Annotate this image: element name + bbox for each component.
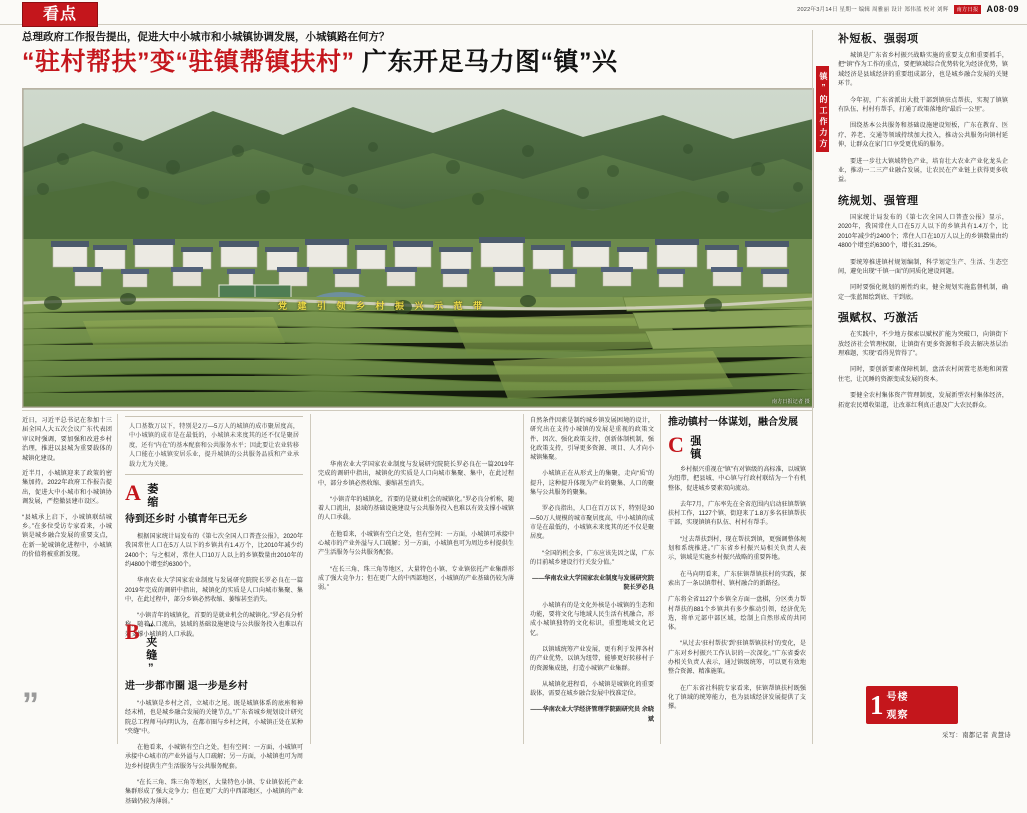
feature-3-paragraph-2: “从过去‘驻村帮扶’到‘驻镇帮镇扶村’的变化，是广东对乡村振兴工作认识的一次深化。”广东省委农办相关负责人表示，通过镇级统筹，可以更有效地整合资源、精准施策。: [668, 640, 806, 676]
masthead-meta-group: [797, 4, 1019, 14]
sidebar-2-paragraph-1: 国家统计局发布的《第七次全国人口普查公报》显示，2020年，我国常住人口在5万人以下的乡镇共有1.4万个，比2010年减少约2400个；常住人口在10万人以上的乡镇数量由约4800个增至约6300个，增长31.25%。: [838, 213, 1008, 250]
expert-2-paragraph-2: 以镇域统筹产业发展，更有利于发挥各村的产业优势，以镇为纽带，能够更好转移村子的资源集成链，打造小城镇产业集群。: [530, 645, 654, 672]
pull-quote-box: [125, 416, 303, 475]
section-b-heading: 进一步都市圈 退一步是乡村: [125, 681, 248, 692]
section-b-column: [125, 619, 303, 813]
sidebar-vertical-tag: 镇”的工作力方: [816, 66, 829, 152]
section-c-paragraph-1: 乡村振兴重视在“镇”有对镇级的高标准，以城镇为纽带，把县城、中心镇与行政村联结为一个有机整体，促进城乡要素双向流动。: [668, 466, 806, 492]
section-a-paragraph-1: 根据国家统计局发布的《第七次全国人口普查公报》，2020年我国常住人口在5万人以下的乡镇共有1.4万个，比2010年减少约2400个；与之相对，常住人口10万人以上的乡镇数量由2010年的约4800个增至约6300个。: [125, 533, 303, 568]
left-paragraph-2: 近半月，小城镇迎来了政策的密集加持。2022年政府工作报告提出，促进大中小城市和小城镇协调发展，严控撤县建市设区。: [22, 470, 112, 506]
section-vertical-title: “夹缝”: [144, 622, 157, 676]
section-c-column: [668, 416, 806, 719]
section-a-heading: 待到还乡时 小镇青年已无乡: [125, 514, 248, 526]
page-number: A08·09: [986, 4, 1019, 14]
expert-1-lead: 自然条件因素是制约城乡镇发展困境的设计，研究出在支持小城镇的发展是重视的政策文件、因次、强化政策支持，创新体制机制，强化政策支持，引导更多资源、项目、人才向小城镇集聚。: [530, 417, 654, 462]
middle-paragraph-1: 华南农业大学国家农业制度与发展研究院院长罗必良在一篇2019年完成的调研中指出，城镇化的实质是人口向城市集聚、集中，在此过程中，部分乡镇必然收缩、萎缩甚至消失。: [318, 461, 514, 487]
headline-part-1: “驻村帮扶”变“驻镇帮镇扶村”: [22, 48, 355, 76]
sidebar-divider: [812, 30, 813, 744]
left-intro-column: [22, 416, 112, 566]
photo-bottom-rule: [22, 410, 812, 411]
sidebar-1-paragraph-4: 要进一步壮大镇域特色产业，培育壮大农业产业化龙头企业，推动一二三产业融合发展，让农民在产业链上获得更多收益。: [838, 157, 1008, 184]
section-c-paragraph-2: 去年7月，广东率先在全省范围内启动驻镇帮镇扶村工作，1127个镇、街迎来了1.8万多名驻镇帮扶干部，实现镇镇有队伍、村村有帮手。: [668, 500, 806, 527]
expert-1-paragraph-1: 小城镇正在从形式上的集聚，走向“质”的提升，这种提升体现为产业的聚集、人口的聚集与公共服务的聚集。: [530, 470, 654, 497]
observer-text-line-1: 号楼: [886, 692, 909, 703]
column-divider-1: [117, 414, 118, 744]
section-b-paragraph-2: 在他看来，小城镇有空白之处，但有空间：一方面，小城镇可承接中心城市的产业外溢与人口疏解；另一方面，小城镇也可为周边乡村提供生产生活服务与公共服务配套。: [125, 744, 303, 770]
expert-1-paragraph-2: 罗必良指出，人口在百万以下，特别是30—50万人规模的城市聚居度高，中小城镇的成市是在最低的，小城镇未来度其的还不仅是聚居度。: [530, 505, 654, 541]
kicker: 总理政府工作报告提出，促进大中小城市和小城镇协调发展，小城镇路在何方？: [22, 31, 390, 43]
lead-block: [22, 30, 812, 77]
byline: 采写：南都记者 黄慧诗: [942, 732, 1011, 739]
middle-paragraph-3: 在他看来，小城镇有空白之处，但有空间：一方面，小城镇可承接中心城市的产业外溢与人口疏解；另一方面，小城镇也可为周边乡村提供生产生活服务与公共服务配套。: [318, 530, 514, 557]
photo-banner-text: 党 建 引 领 乡 村 振 兴 示 范 带: [278, 301, 487, 311]
sidebar-2-paragraph-2: 要统筹推进镇村规划编制，科学划定生产、生活、生态空间，避免出现“千镇一面”的同质化建设问题。: [838, 258, 1008, 275]
observer-text-line-2: 观察: [886, 710, 909, 721]
section-vertical-title: 强镇: [688, 435, 701, 461]
middle-paragraph-2: “小镇青年的城镇化，首要的是就业机会的城镇化。”罗必良分析称，随着人口流出，县域的基础设施建设与公共服务投入也难以有效支撑小城镇的人口承载。: [318, 495, 514, 522]
observer-logo: [866, 686, 958, 724]
masthead-badge: 南方日报: [954, 5, 982, 14]
section-a-column: [125, 416, 303, 646]
observer-number: 1: [870, 690, 884, 720]
section-vertical-title: 萎缩: [145, 483, 158, 510]
column-divider-2: [310, 414, 311, 744]
sidebar-heading-3: 强赋权、巧激活: [838, 312, 919, 325]
section-a-paragraph-3: “小镇青年的城镇化，首要的是就业机会的城镇化。”罗必良分析称，随着人口流出，县域的基础设施建设与公共服务投入也难以有效支撑小城镇的人口承载。: [125, 612, 303, 638]
middle-column: [318, 460, 514, 600]
expert-1-paragraph-3: “全国的机会多，广东应该先因之谋，广东的目前城乡建设行行关发分值。”: [530, 549, 654, 566]
sidebar-2-paragraph-3: 同时要强化规划的刚性约束，健全规划实施监督机制，确定一张蓝图绘到底、干到底。: [838, 284, 1008, 301]
sidebar-3-paragraph-1: 在实践中，不少地方探索以赋权扩能为突破口，向镇街下放经济社会管理权限，让镇街有更多资源和手段去解决基层治理难题，实现“看得见管得了”。: [838, 331, 1008, 357]
expert-2-signature: ——华南农业大学经济管理学院副研究员 余晓斌: [530, 706, 654, 723]
section-b-paragraph-1: “小城镇是乡村之首，立城市之尾。既是城镇体系的底座和神经末梢，也是城乡融合发展的关键节点。”广东省城乡规划设计研究院总工程师马向明认为，在都市圈与乡村之间，小城镇正处在某种“夹缝”中。: [125, 700, 303, 735]
section-label: 看点: [22, 2, 98, 27]
observer-text: [887, 687, 909, 723]
section-letter: C: [668, 432, 684, 457]
left-paragraph-3: “县城承上启下，小城镇联结城乡。”在多位受访专家看来，小城镇是城乡融合发展的重要支点，在新一轮城镇化进程中，小城镇的价值将被重新发现。: [22, 513, 112, 559]
section-a-marker: [125, 480, 303, 510]
section-b-marker: [125, 619, 303, 676]
page-title: [22, 47, 812, 77]
sidebar-3-paragraph-2: 同时，要创新要素保障机制，盘活农村闲置宅基地和闲置住宅，让沉睡的资源变成发展的资本。: [838, 366, 1008, 383]
section-c-paragraph-3: “过去帮扶到村，现在帮扶到镇，更强调整体规划和系统推进。”广东省乡村振兴局相关负责人表示，镇域是实施乡村振兴战略的重要阵地。: [668, 535, 806, 562]
masthead-date-meta: 2022年3月14日 星期一 编辑 周雅丽 设计 郑伟蓝 校对 刘辉: [797, 7, 949, 13]
sidebar-1-paragraph-1: 城镇是广东省乡村振兴战略实施的重要支点和重要抓手，把“镇”作为工作的重点，要把镇域综合优势转化为经济优势，镇域经济是县域经济的重要组成部分，也是城乡融合发展的关键环节。: [838, 52, 1008, 88]
expert-2-paragraph-3: 从城镇化进程看，小城镇是城镇化的重要载体，需要在城乡融合发展中找准定位。: [530, 680, 654, 698]
headline-part-2: 广东开足马力图“镇”兴: [354, 48, 618, 76]
masthead: [0, 0, 1027, 25]
feature-3-paragraph-1: 广东将全省1127个乡镇全方面一盘棋，分区类力帮村帮扶的881个乡镇共有多少推动引领，经济优先选，将单元部中部区域，绘制上自然形成的共同体。: [668, 596, 806, 632]
pull-quote-text: 人口基数万以下，特别是2万—5万人的城镇的成市聚居度高，中小城镇的成市是在最低的，小城镇未来度其的还不仅是聚居度，还有“内在”的基本配套和公共服务水平；因此要让农业转移人口能在小城镇安居乐业，提升城镇的公共服务品质和产业承载力尤为关键。: [129, 423, 299, 468]
section-c-marker: [668, 432, 806, 461]
expert-2-paragraph-1: 小城镇有的是文化外核是小城镇的生态和功能，要将文化与地域人民生活有机融合，形成小城镇独特的文化标识，重塑地域文化记忆。: [530, 601, 654, 637]
sidebar-3-paragraph-3: 要健全农村集体资产管理制度，发展新型农村集体经济，拓宽农民增收渠道，让改革红利真正惠及广大农民群众。: [838, 392, 1008, 409]
section-letter: A: [125, 480, 141, 506]
sidebar-1-paragraph-2: 今年初，广东省派出大批干部到镇驻点帮扶，实现了镇镇有队伍、村村有帮手，打通了政策落地的“最后一公里”。: [838, 96, 1008, 114]
section-c-heading: 推动镇村一体谋划，融合发展: [668, 417, 798, 428]
sidebar-heading-2: 统规划、强管理: [838, 194, 919, 207]
section-b-paragraph-3: “在长三角、珠三角等地区，大量特色小镇、专业镇依托产业集群形成了强大竞争力；但在更广大的中西部地区，小城镇的产业基础仍较为薄弱。”: [125, 779, 303, 805]
sidebar-heading-1: 补短板、强弱项: [838, 33, 919, 45]
photo-credit: 南方日报记者 摄: [772, 399, 810, 405]
section-a-paragraph-2: 华南农业大学国家农业制度与发展研究院院长罗必良在一篇2019年完成的调研中指出，城镇化的实质是人口向城市集聚、集中，在此过程中，部分乡镇必然收缩、萎缩甚至消失。: [125, 577, 303, 603]
sidebar-1-paragraph-3: 围绕基本公共服务和基础设施建设短板，广东在教育、医疗、养老、交通等领域持续加大投入，推动公共服务向镇村延伸，让群众在家门口享受更优质的服务。: [838, 122, 1008, 149]
left-paragraph-1: 近日，习近平总书记在参加十三届全国人大五次会议广东代表团审议时强调，要加强和改进乡村治理，推进以县城为重要载体的城镇化建设。: [22, 417, 112, 462]
expert-1-signature: ——华南农业大学国家农业制度与发展研究院院长罗必良: [532, 575, 654, 592]
feature-3-paragraph-3: 在广东省社科院专家看来，驻镇帮镇扶村既强化了镇域的统筹能力，也为县域经济发展提供了支撑。: [668, 684, 806, 711]
lead-photo: [22, 88, 814, 408]
village-aerial-photo-illustration: [23, 89, 813, 407]
column-divider-4: [660, 414, 661, 744]
decorative-quote-mark: ”: [22, 686, 39, 724]
expert-column-1: [530, 416, 654, 732]
middle-paragraph-4: “在长三角、珠三角等地区，大量特色小镇、专业镇依托产业集群形成了强大竞争力；但在更广大的中西部地区，小城镇的产业基础仍较为薄弱。”: [318, 565, 514, 592]
column-divider-3: [523, 414, 524, 744]
section-letter: B: [125, 619, 140, 644]
section-c-paragraph-4: 在马向明看来，广东驻镇帮镇扶村的实践，探索出了一条以镇带村、镇村融合的新路径。: [668, 570, 806, 587]
sidebar: [838, 30, 1008, 417]
